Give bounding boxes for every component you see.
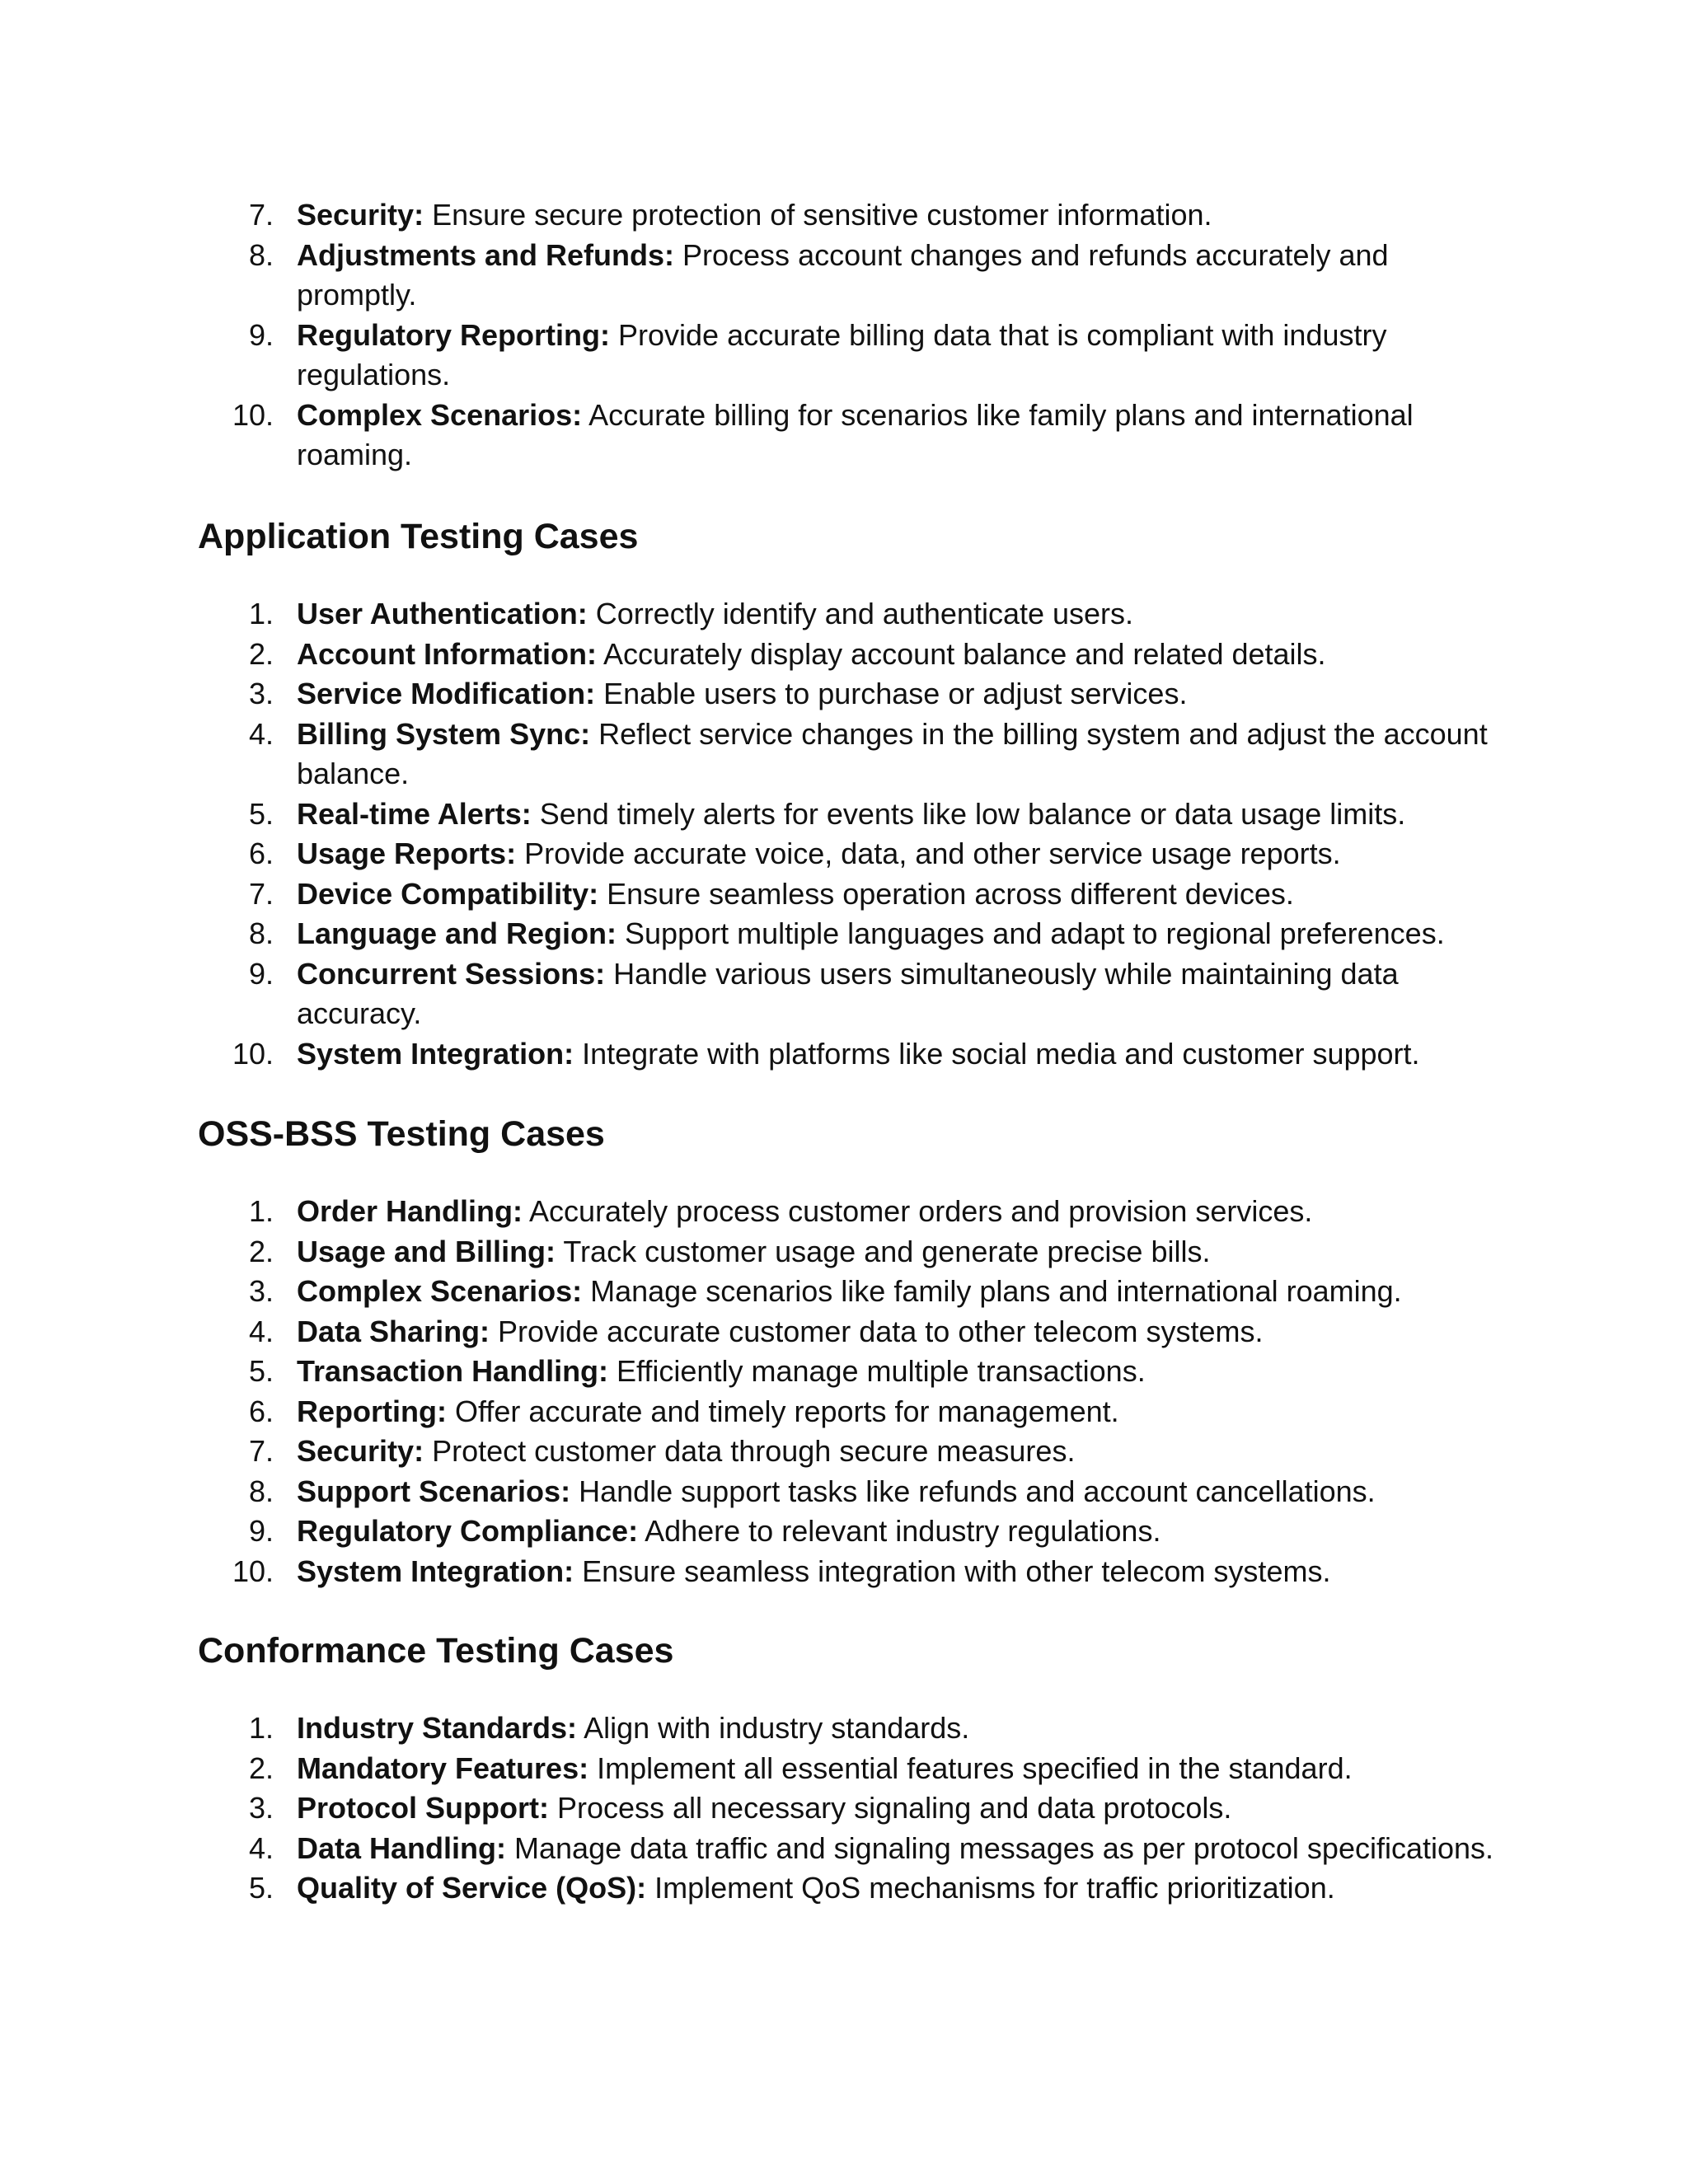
item-term: Protocol Support: (297, 1791, 549, 1825)
item-term: Complex Scenarios: (297, 1274, 583, 1308)
item-number: 10. (232, 1036, 274, 1071)
item-number: 1. (248, 1711, 274, 1745)
item-text: Process all necessary signaling and data protocols. (548, 1791, 1232, 1825)
list-item (0, 834, 1688, 874)
item-text: Efficiently manage multiple transactions. (608, 1354, 1146, 1388)
item-term: Adjustments and Refunds: (297, 237, 675, 272)
item-term: Data Handling: (297, 1830, 507, 1865)
item-term: Order Handling: (297, 1194, 523, 1228)
item-number: 3. (248, 1274, 274, 1308)
item-number: 4. (248, 716, 274, 751)
item-text: Manage data traffic and signaling messages as per protocol specifications. (506, 1830, 1494, 1865)
item-term: Device Compatibility: (297, 876, 599, 911)
section-heading-application-testing: Application Testing Cases (198, 517, 639, 556)
list-item (0, 316, 1688, 396)
item-term: Usage Reports: (297, 837, 517, 870)
item-number: 10. (232, 397, 274, 432)
item-text: Ensure seamless integration with other telecom systems. (574, 1554, 1331, 1588)
list-item (0, 1312, 1688, 1352)
list-item (0, 1352, 1688, 1392)
item-number: 10. (232, 1554, 274, 1588)
list-item (0, 1432, 1688, 1472)
item-text: Offer accurate and timely reports for management. (446, 1394, 1119, 1428)
item-number: 3. (248, 1791, 274, 1825)
item-term: System Integration: (297, 1036, 574, 1071)
item-text: Enable users to purchase or adjust services. (595, 677, 1188, 710)
item-term: Language and Region: (297, 916, 617, 950)
list-item (0, 195, 1688, 236)
item-term: Security: (297, 198, 424, 232)
item-number: 3. (248, 677, 274, 710)
item-text: Accurate billing for scenarios like family plans and international roaming. (297, 397, 1414, 471)
list-item (0, 914, 1688, 954)
item-number: 1. (248, 1194, 274, 1228)
list-item (0, 715, 1688, 794)
item-term: Service Modification: (297, 677, 596, 710)
application-testing-list (0, 594, 1688, 1074)
list-item (0, 674, 1688, 715)
list-item (0, 1749, 1688, 1789)
item-number: 1. (248, 597, 274, 630)
item-number: 4. (248, 1830, 274, 1865)
list-item (0, 396, 1688, 476)
item-number: 2. (248, 636, 274, 671)
list-item (0, 236, 1688, 316)
item-term: Support Scenarios: (297, 1474, 571, 1508)
item-text: Correctly identify and authenticate users. (587, 597, 1134, 630)
item-text: Provide accurate billing data that is compliant with industry regulations. (297, 317, 1387, 391)
item-number: 7. (248, 1434, 274, 1468)
item-text: Send timely alerts for events like low balance or data usage limits. (531, 796, 1406, 831)
item-term: Mandatory Features: (297, 1750, 589, 1785)
item-text: Accurately process customer orders and provision services. (523, 1194, 1313, 1228)
item-term: Account Information: (297, 636, 597, 671)
item-text: Implement all essential features specified in the standard. (588, 1750, 1353, 1785)
item-number: 8. (248, 916, 274, 950)
item-number: 8. (248, 237, 274, 272)
list-item (0, 1232, 1688, 1272)
item-text: Track customer usage and generate precise bills. (556, 1234, 1211, 1268)
item-number: 2. (248, 1750, 274, 1785)
item-number: 5. (248, 796, 274, 831)
item-text: Adhere to relevant industry regulations. (638, 1514, 1161, 1548)
item-text: Handle various users simultaneously while maintaining data accuracy. (297, 956, 1399, 1030)
item-number: 7. (248, 198, 274, 232)
list-item (0, 1868, 1688, 1909)
oss-bss-testing-list (0, 1192, 1688, 1591)
item-term: Quality of Service (QoS): (297, 1871, 647, 1905)
item-text: Provide accurate voice, data, and other service usage reports. (516, 837, 1341, 870)
list-item (0, 594, 1688, 635)
item-text: Handle support tasks like refunds and account cancellations. (570, 1474, 1376, 1508)
item-number: 5. (248, 1354, 274, 1388)
item-number: 9. (248, 956, 274, 991)
list-item (0, 1034, 1688, 1075)
item-term: Transaction Handling: (297, 1354, 609, 1388)
item-term: Real-time Alerts: (297, 796, 532, 831)
item-text: Provide accurate customer data to other telecom systems. (490, 1314, 1264, 1348)
list-item (0, 635, 1688, 675)
section-heading-conformance-testing: Conformance Testing Cases (198, 1631, 674, 1671)
list-item (0, 954, 1688, 1034)
item-text: Process account changes and refunds accurately and promptly. (297, 237, 1389, 312)
item-text: Protect customer data through secure measures. (424, 1434, 1076, 1468)
item-term: Billing System Sync: (297, 716, 591, 751)
item-term: User Authentication: (297, 597, 588, 630)
item-term: Reporting: (297, 1394, 447, 1428)
item-number: 9. (248, 1514, 274, 1548)
item-number: 9. (248, 317, 274, 352)
item-number: 7. (248, 876, 274, 911)
list-item (0, 1272, 1688, 1312)
item-term: Regulatory Reporting: (297, 317, 611, 352)
item-number: 6. (248, 837, 274, 870)
item-term: Regulatory Compliance: (297, 1514, 639, 1548)
list-item (0, 874, 1688, 915)
item-text: Support multiple languages and adapt to regional preferences. (617, 916, 1445, 950)
item-term: Industry Standards: (297, 1711, 578, 1745)
item-text: Integrate with platforms like social media and customer support. (574, 1036, 1420, 1071)
item-text: Ensure seamless operation across different devices. (598, 876, 1294, 911)
list-item (0, 1788, 1688, 1829)
item-number: 8. (248, 1474, 274, 1508)
item-text: Manage scenarios like family plans and international roaming. (582, 1274, 1402, 1308)
item-text: Ensure secure protection of sensitive customer information. (424, 198, 1212, 232)
list-item (0, 794, 1688, 835)
item-text: Align with industry standards. (577, 1711, 970, 1745)
conformance-testing-list (0, 1708, 1688, 1909)
section-heading-oss-bss-testing: OSS-BSS Testing Cases (198, 1114, 605, 1154)
item-text: Reflect service changes in the billing system and adjust the account balance. (297, 716, 1488, 790)
list-item (0, 1552, 1688, 1592)
list-item (0, 1472, 1688, 1512)
billing-testing-list-continued (0, 195, 1688, 476)
item-term: Complex Scenarios: (297, 397, 583, 432)
item-number: 6. (248, 1394, 274, 1428)
item-term: Concurrent Sessions: (297, 956, 606, 991)
list-item (0, 1392, 1688, 1432)
item-term: Data Sharing: (297, 1314, 490, 1348)
item-text: Implement QoS mechanisms for traffic prioritization. (646, 1871, 1335, 1905)
list-item (0, 1829, 1688, 1869)
list-item (0, 1511, 1688, 1552)
item-text: Accurately display account balance and related details. (596, 636, 1326, 671)
item-number: 2. (248, 1234, 274, 1268)
item-number: 4. (248, 1314, 274, 1348)
item-term: Usage and Billing: (297, 1234, 556, 1268)
list-item (0, 1192, 1688, 1232)
item-term: System Integration: (297, 1554, 574, 1588)
item-number: 5. (248, 1871, 274, 1905)
list-item (0, 1708, 1688, 1749)
item-term: Security: (297, 1434, 424, 1468)
